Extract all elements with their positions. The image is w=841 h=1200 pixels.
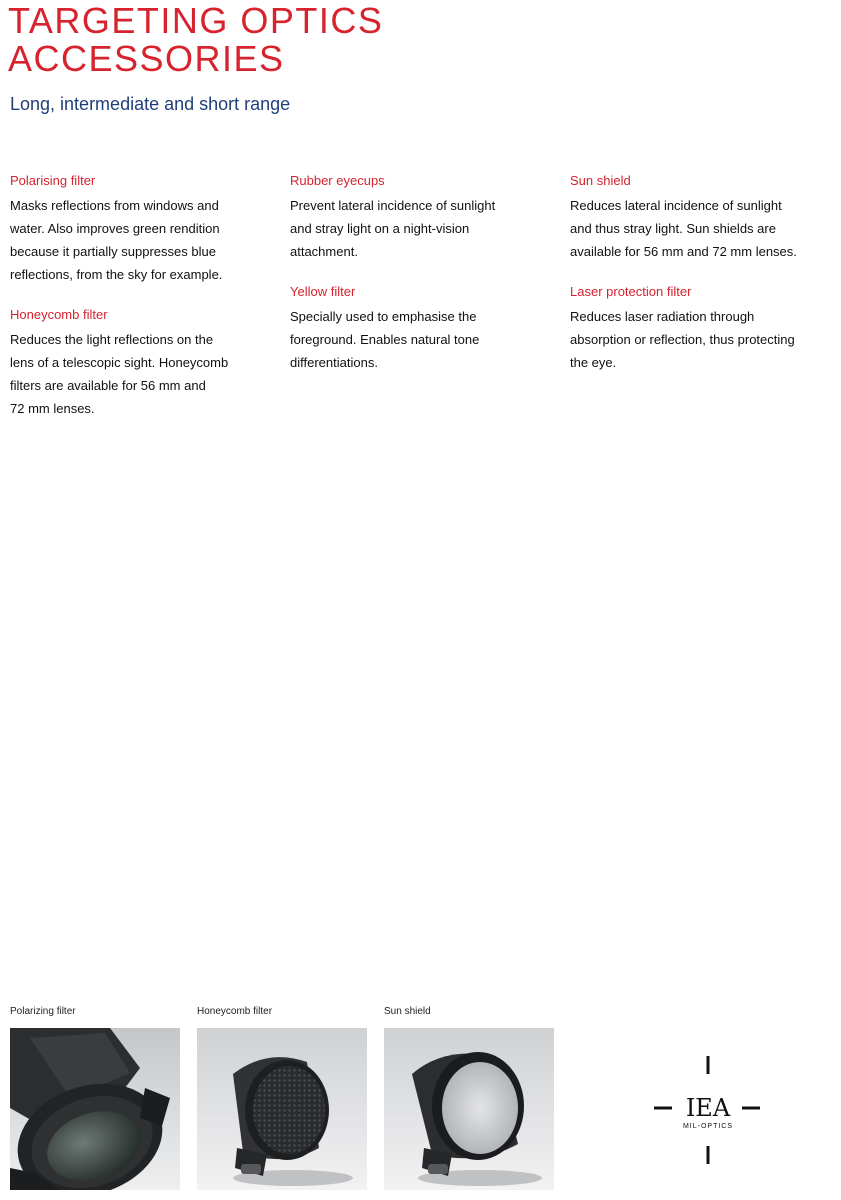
- item-heading: Rubber eyecups: [290, 173, 385, 188]
- accessory-laser-protection-filter: [570, 283, 832, 374]
- item-heading: Yellow filter: [290, 284, 356, 299]
- polarizing-filter-photo: [10, 1028, 180, 1190]
- item-description: Reduces the light reflections on the lens of a telescopic sight. Honeycomb filters are available for 56 mm and 72 mm lenses.: [10, 332, 229, 416]
- item-heading: Sun shield: [570, 173, 631, 188]
- accessory-honeycomb-filter: [10, 306, 272, 420]
- accessory-polarising-filter: [10, 172, 272, 286]
- column-1: [10, 172, 272, 440]
- title-line-1: TARGETING OPTICS: [8, 0, 384, 41]
- accessory-sun-shield: [570, 172, 832, 263]
- page-title: [8, 2, 383, 78]
- figure-sun-shield: [384, 1004, 554, 1190]
- item-description: Prevent lateral incidence of sunlight and stray light on a night-vision attachment.: [290, 198, 496, 259]
- figure-caption: Sun shield: [384, 1006, 431, 1017]
- logo-wordmark: IEA: [685, 1094, 731, 1122]
- figure-caption: Polarizing filter: [10, 1006, 76, 1017]
- item-description: Reduces lateral incidence of sunlight and thus stray light. Sun shields are available for 56 mm and 72 mm lenses.: [570, 198, 797, 259]
- item-heading: Honeycomb filter: [10, 307, 108, 322]
- accessory-yellow-filter: [290, 283, 552, 374]
- figure-polarizing-filter: [10, 1004, 180, 1190]
- item-heading: Laser protection filter: [570, 284, 692, 299]
- honeycomb-filter-photo: [197, 1028, 367, 1190]
- item-heading: Polarising filter: [10, 173, 96, 188]
- figure-honeycomb-filter: [197, 1004, 367, 1190]
- figure-caption: Honeycomb filter: [197, 1006, 273, 1017]
- column-2: [290, 172, 552, 394]
- item-description: Reduces laser radiation through absorption or reflection, thus protecting the eye.: [570, 309, 795, 370]
- column-3: [570, 172, 832, 394]
- logo-tagline: MIL-OPTICS: [682, 1123, 734, 1130]
- page-subtitle: Long, intermediate and short range: [10, 94, 291, 114]
- title-line-2: ACCESSORIES: [8, 38, 285, 79]
- item-description: Specially used to emphasise the foreground. Enables natural tone differentiations.: [290, 309, 480, 370]
- accessory-rubber-eyecups: [290, 172, 552, 263]
- sun-shield-photo: [384, 1028, 554, 1190]
- iea-mil-optics-logo: [650, 1056, 762, 1166]
- item-description: Masks reflections from windows and water. Also improves green rendition because it partially suppresses blue reflections, from the sky for example.: [10, 198, 223, 282]
